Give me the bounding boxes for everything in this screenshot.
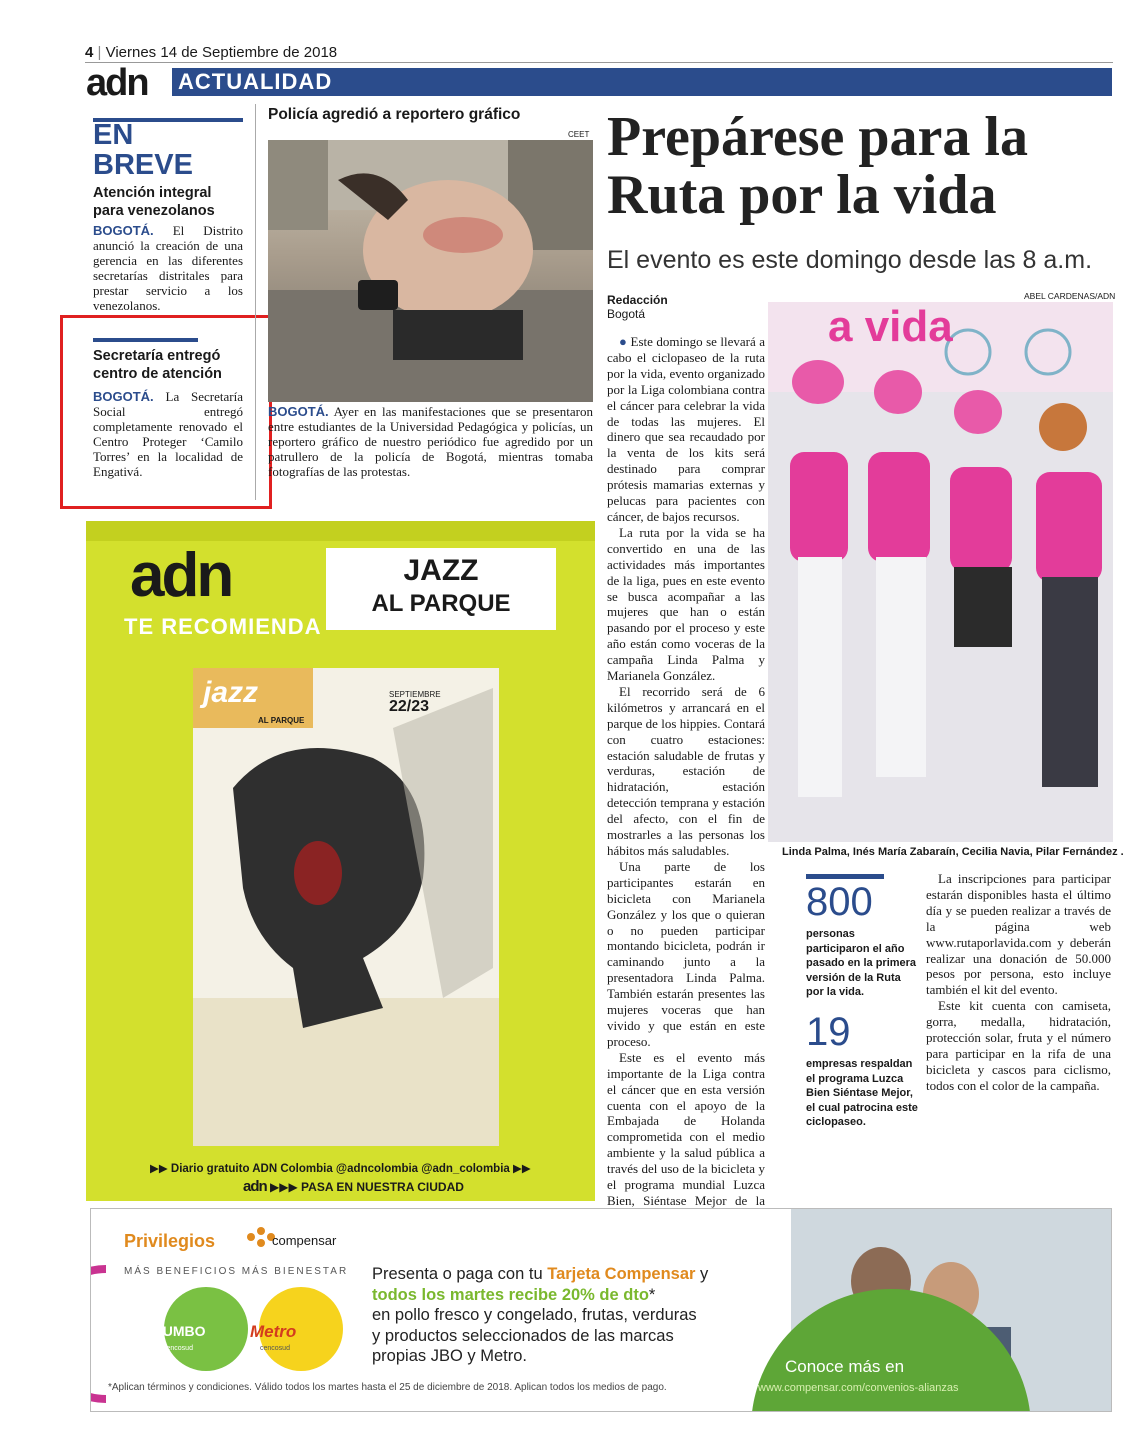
section-title: ACTUALIDAD <box>178 69 333 94</box>
article-paragraph: Este kit cuenta con camiseta, gorra, medalla, hidratación, protección solar, fruta y el número para participar en la rifa de una bicicleta y cascos para ciclismo, todos con el color de la campaña. <box>926 998 1111 1093</box>
main-headline <box>607 108 1117 224</box>
jazz-ad-recommends: TE RECOMIENDA <box>124 614 322 639</box>
poster-title: jazz <box>203 676 259 709</box>
main-subheadline: El evento es este domingo desde las 8 a.m. <box>607 246 1093 274</box>
jumbo-logo: JUMBO <box>155 1323 206 1339</box>
jazz-ad-tagline <box>243 1178 464 1195</box>
enbreve-title <box>93 120 193 180</box>
poster-subtitle: AL PARQUE <box>258 716 305 725</box>
highlight-box <box>60 315 272 509</box>
jazz-ad-top-stripe <box>86 521 595 541</box>
main-headline-line2: Ruta por la vida <box>607 164 997 226</box>
brief-text: La Secretaría Social entregó completamente renovado el Centro Proteger ‘Camilo Torres’ en la localidad de Engativá. <box>93 389 243 479</box>
enbreve-title-line2: BREVE <box>93 149 193 181</box>
jazz-ad-adn-logo: adn <box>130 541 232 610</box>
police-story-title: Policía agredió a reportero gráfico <box>268 106 521 123</box>
brief-headline: Atención integral para venezolanos <box>93 185 215 219</box>
jazz-ad-social: ▶▶ Diario gratuito ADN Colombia @adncolombia @adn_colombia ▶▶ <box>150 1163 531 1175</box>
compensar-tagline: MÁS BENEFICIOS MÁS BIENESTAR <box>124 1266 349 1277</box>
main-photo-caption: Linda Palma, Inés María Zabaraín, Cecilia Navia, Pilar Fernández . <box>782 846 1124 858</box>
stat-number: 800 <box>806 880 873 924</box>
brief-headline: Secretaría entregó centro de atención <box>93 348 222 382</box>
brief-place: BOGOTÁ. <box>93 223 154 238</box>
article-paragraph: La inscripciones para participar estarán disponibles hasta el último día y se pueden realizar a través de la página web www.rutaporlavida.com y deberán realizar una donación de 50.000 pesos por persona, esto incluye también el kit del evento. <box>926 871 1111 998</box>
metro-cencosud: cencosud <box>260 1345 290 1352</box>
stats-rule <box>806 874 884 879</box>
poster-dates: 22/23 <box>389 698 430 715</box>
page-date-line: 4 | Viernes 14 de Septiembre de 2018 <box>85 44 338 61</box>
main-headline-line1: Prepárese para la <box>607 106 1028 168</box>
reporter-photo-illustration <box>268 140 593 402</box>
stat-text: empresas respaldan el programa Luzca Bien Siéntase Mejor, el cual patrocina este ciclopaseo. <box>806 1058 918 1128</box>
byline <box>607 293 668 321</box>
bullet-icon: ● <box>619 334 628 349</box>
jumbo-cencosud: cencosud <box>163 1345 193 1352</box>
main-photo-credit: ABEL CARDENAS/ADN <box>1024 291 1116 301</box>
singer-illustration <box>193 668 499 1146</box>
page-date: Viernes 14 de Septiembre de 2018 <box>105 44 338 61</box>
compensar-logo: compensar <box>272 1233 337 1248</box>
column-divider <box>255 104 256 500</box>
compensar-url[interactable]: www.compensar.com/convenios-alianzas <box>758 1382 959 1394</box>
jazz-poster <box>193 668 499 1146</box>
article-paragraph: Este es el evento más importante de la Liga contra el cáncer que en esta versión cuenta con el apoyo de la Embajada de Holanda comprometida con el medio ambiente y la salud pública a través del uso de la bicicleta y el programa mundial Luzca Bien, Siéntase Mejor de la <box>607 1049 765 1208</box>
stat-text: personas participaron el año pasado en la primera versión de la Ruta por la vida. <box>806 928 917 998</box>
brief-place: BOGOTÁ. <box>93 389 154 404</box>
article-paragraph: Una parte de los participantes estarán en bicicleta con Marianela González y los que o quieran o no pueden participar montando bicicleta, podrán ir caminando junto a la presentadora Linda Palma. También estarán presentes las mujeres voceras que han vivido y que están en este proceso. <box>607 858 765 1049</box>
compensar-offer: Presenta o paga con tu Tarjeta Compensar y todos los martes recibe 20% de dto* en pollo fresco y congelado, frutas, verduras y productos seleccionados de las marcas propias JBO y Metro. <box>372 1265 709 1365</box>
adn-logo: adn <box>86 62 148 104</box>
poster-month: SEPTIEMBRE <box>389 690 441 699</box>
byline-name: Redacción <box>607 293 668 307</box>
jazz-card-subtitle: AL PARQUE <box>371 590 511 617</box>
police-caption <box>268 404 593 479</box>
stat-box <box>806 1010 918 1130</box>
stat-number: 19 <box>806 1010 851 1054</box>
article-paragraph: La ruta por la vida se ha convertido en una de las actividades más importantes de la liga, pues en este evento se busca acompañar a las mujeres que han o están pasando por el proceso y este año están como voceras de la campaña Linda Palma y Marianela González. <box>607 524 765 684</box>
metro-logo: Metro <box>250 1322 297 1341</box>
compensar-privilegios: Privilegios <box>124 1231 216 1251</box>
brief-body <box>93 223 243 313</box>
jazz-card-title: JAZZ <box>403 554 479 587</box>
brief-item <box>93 184 243 313</box>
police-story-photo <box>268 140 593 402</box>
stat-box <box>806 880 918 1000</box>
compensar-legal: *Aplican términos y condiciones. Válido todos los martes hasta el 25 de diciembre de 2018. Aplican todos los medios de pago. <box>108 1382 667 1393</box>
police-caption-place: BOGOTÁ. <box>268 404 329 419</box>
jazz-footer-logo: adn <box>243 1178 267 1195</box>
page-number: 4 <box>85 44 94 61</box>
police-photo-credit: CEET <box>568 130 590 139</box>
enbreve-title-line1: EN <box>93 119 134 151</box>
women-photo-illustration <box>768 302 1113 842</box>
jazz-footer-tag: ▶▶▶ PASA EN NUESTRA CIUDAD <box>270 1180 464 1194</box>
police-caption-text: Ayer en las manifestaciones que se presentaron entre estudiantes de la Universidad Pedagógica y policías, un reportero gráfico de nuestro periódico fue agredido por un patrullero de la policía de Bogotá, mientras tomaba fotografías de las protestas. <box>268 404 593 479</box>
header-rule <box>85 62 1113 63</box>
article-paragraph: ● Este domingo se llevará a cabo el ciclopaseo de la ruta por la vida, evento organizado por la Liga colombiana contra el cáncer para celebrar la vida de todas las mujeres. El dinero que sea recaudado por la venta de los kits será destinado para comprar prótesis mamarias externas y pelucas para pacientes con cáncer, de bajos recursos. <box>607 334 765 524</box>
article-column-3 <box>926 871 1111 1094</box>
main-story-photo <box>768 302 1113 842</box>
byline-city: Bogotá <box>607 307 646 321</box>
brief-text: El Distrito anunció la creación de una gerencia en las diferentes secretarías distritales para prestar servicio a los venezolanos. <box>93 223 244 313</box>
article-paragraph: El recorrido será de 6 kilómetros y arrancará en el parque de los hippies. Contará con cuatro estaciones: estación saludable de frutas y verduras, estación de hidratación, estación detección temprana y estación del afecto, con el fin de mostrarles a las personas los hábitos más saludables. <box>607 683 765 858</box>
photo-banner-text: a vida <box>828 302 953 351</box>
article-column-1 <box>607 334 765 1241</box>
compensar-cta: Conoce más en <box>785 1357 905 1376</box>
